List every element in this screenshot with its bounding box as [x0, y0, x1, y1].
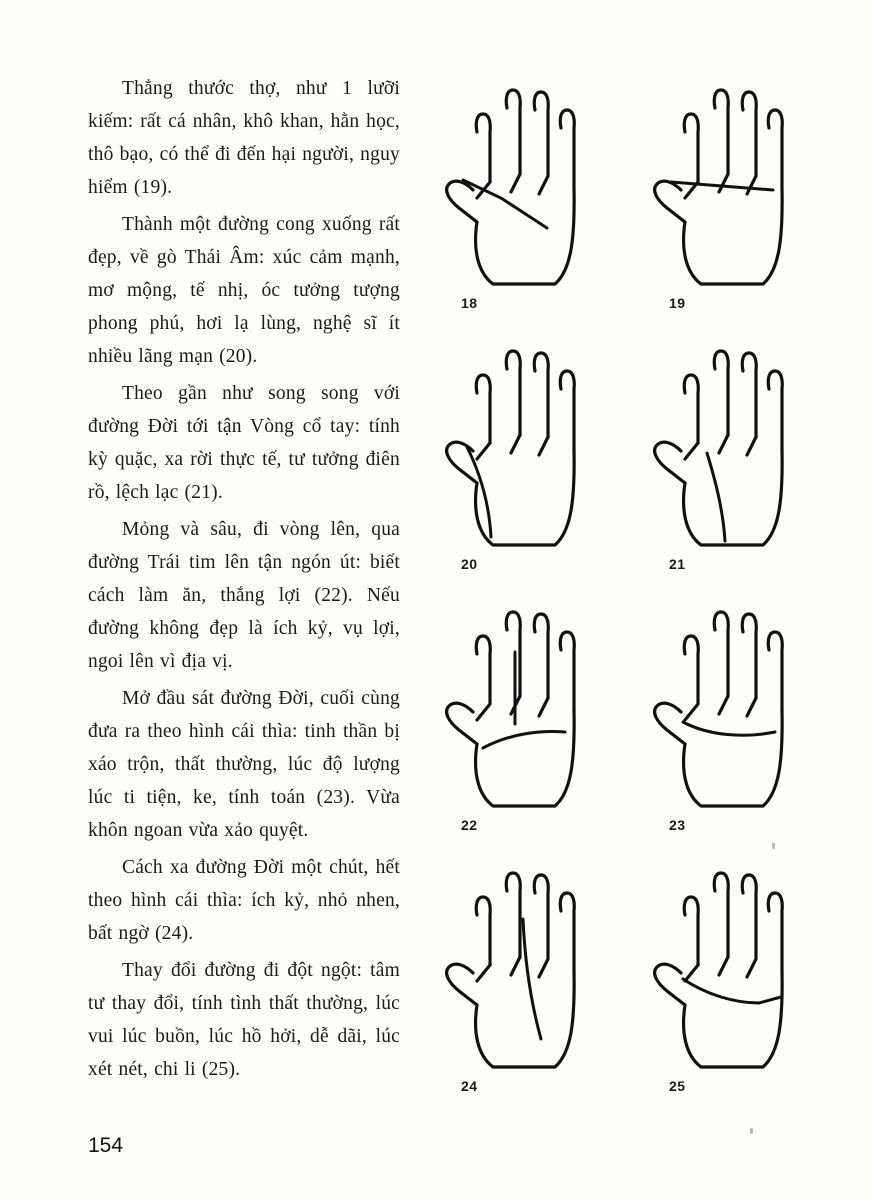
figure-label: 20	[461, 556, 478, 572]
figure-row	[415, 592, 835, 847]
figure-label: 18	[461, 295, 478, 311]
figure-label: 22	[461, 817, 478, 833]
hand-outline-icon	[415, 853, 605, 1083]
figure-row	[415, 70, 835, 325]
figure-row	[415, 853, 835, 1108]
palm-diagram-25	[623, 853, 813, 1108]
paragraph: Mỏng và sâu, đi vòng lên, qua đường Trái tim lên tận ngón út: biết cách làm ăn, thắng lợi (22). Nếu đường không đẹp là ích kỷ, vụ lợi, ngoi lên vì địa vị.	[88, 519, 400, 672]
hand-outline-icon	[415, 331, 605, 561]
paragraph: Theo gần như song song với đường Đời tới tận Vòng cổ tay: tính kỳ quặc, xa rời thực tế, tư tưởng điên rồ, lệch lạc (21).	[88, 383, 400, 503]
palm-diagram-23	[623, 592, 813, 847]
paragraph: Mở đầu sát đường Đời, cuối cùng đưa ra theo hình cái thìa: tinh thần bị xáo trộn, thất thường, lúc độ lượng lúc ti tiện, ke, tính toán (23). Vừa khôn ngoan vừa xảo quyệt.	[88, 688, 400, 841]
figure-label: 19	[669, 295, 686, 311]
paragraph: Thành một đường cong xuống rất đẹp, về gò Thái Âm: xúc cảm mạnh, mơ mộng, tế nhị, óc tưởng tượng phong phú, hơi lạ lùng, nghệ sĩ ít nhiều lãng mạn (20).	[88, 214, 400, 367]
paragraph: Thẳng thước thợ, như 1 lưỡi kiếm: rất cá nhân, khô khan, hằn học, thô bạo, có thể đi đến hại người, nguy hiểm (19).	[88, 78, 400, 198]
palm-diagram-19	[623, 70, 813, 325]
figure-label: 23	[669, 817, 686, 833]
page-number: 154	[88, 1134, 124, 1157]
hand-outline-icon	[623, 70, 813, 300]
palm-diagram-24	[415, 853, 605, 1108]
figure-label: 25	[669, 1078, 686, 1094]
palm-diagram-20	[415, 331, 605, 586]
figure-row	[415, 331, 835, 586]
palm-diagram-22	[415, 592, 605, 847]
body-text-column	[88, 72, 400, 1090]
figure-label: 21	[669, 556, 686, 572]
hand-outline-icon	[623, 853, 813, 1083]
paragraph: Thay đổi đường đi đột ngột: tâm tư thay đổi, tính tình thất thường, lúc vui lúc buồn, lúc hồ hởi, dễ dãi, lúc xét nét, chi li (25).	[88, 960, 400, 1080]
paper-speck	[772, 843, 775, 849]
palm-diagram-21	[623, 331, 813, 586]
hand-outline-icon	[623, 592, 813, 822]
hand-outline-icon	[415, 592, 605, 822]
hand-outline-icon	[623, 331, 813, 561]
hand-outline-icon	[415, 70, 605, 300]
paper-speck	[750, 1128, 753, 1134]
figure-grid	[415, 70, 835, 1114]
figure-label: 24	[461, 1078, 478, 1094]
palm-diagram-18	[415, 70, 605, 325]
paragraph: Cách xa đường Đời một chút, hết theo hình cái thìa: ích kỷ, nhỏ nhen, bất ngờ (24).	[88, 857, 400, 944]
